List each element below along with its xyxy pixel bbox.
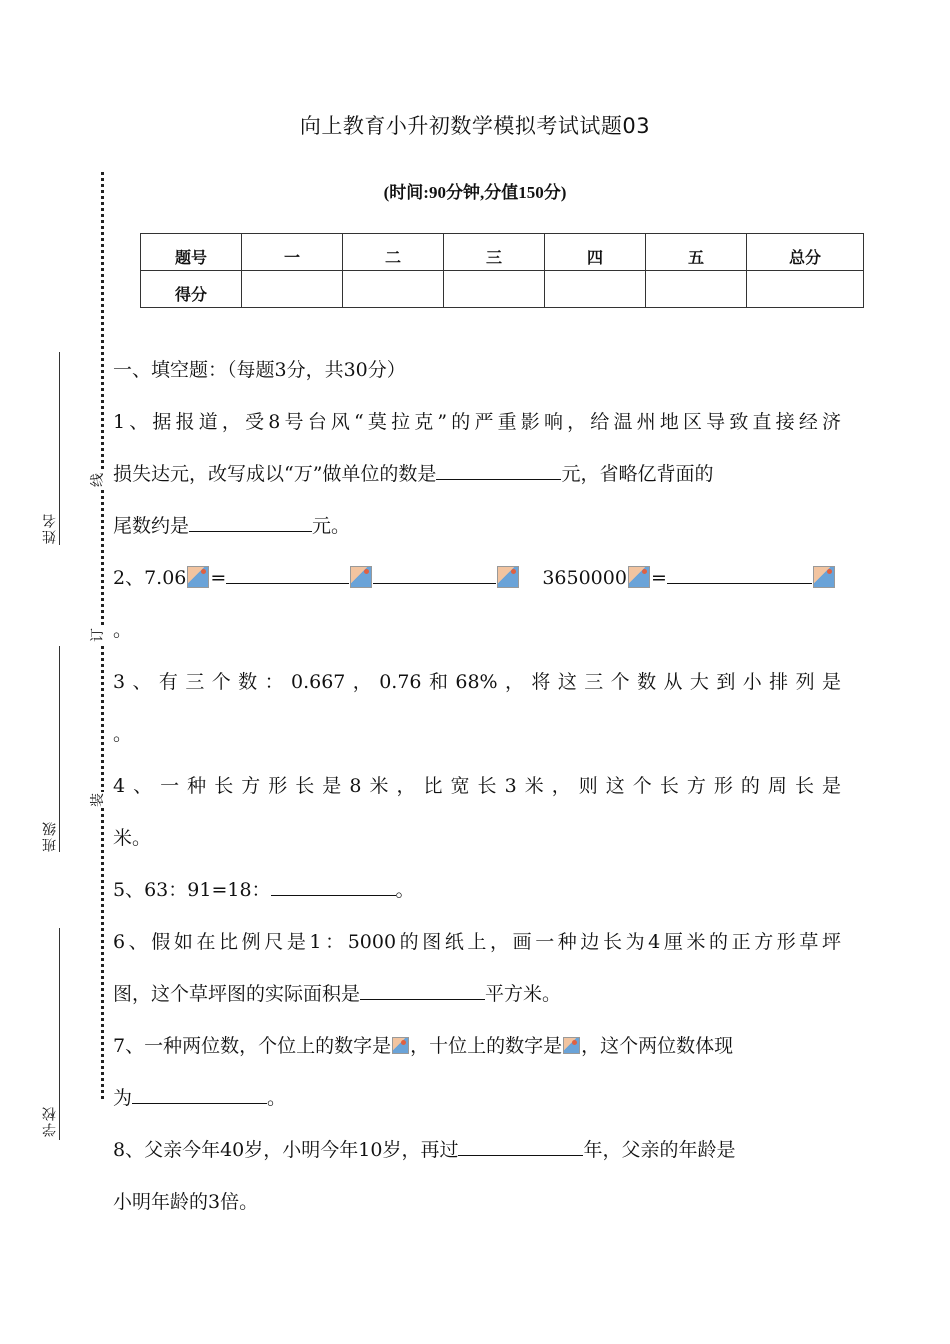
text: ，十位上的数字是 bbox=[410, 1035, 563, 1057]
question-8-line2: 小明年龄的3倍。 bbox=[113, 1191, 259, 1213]
text: 平方米。 bbox=[485, 983, 562, 1005]
section-fill-in bbox=[113, 344, 841, 1228]
score-input-cell[interactable] bbox=[444, 271, 545, 308]
image-placeholder-icon bbox=[187, 566, 209, 588]
score-table-score-row bbox=[141, 271, 864, 308]
question-7 bbox=[113, 1020, 841, 1072]
answer-blank[interactable] bbox=[271, 869, 396, 896]
score-table-cell: 二 bbox=[343, 234, 444, 271]
name-label: 姓名 bbox=[42, 512, 58, 544]
score-input-cell[interactable] bbox=[242, 271, 343, 308]
score-table bbox=[140, 233, 864, 308]
text: 元。 bbox=[312, 515, 351, 537]
question-6-line2 bbox=[113, 968, 841, 1020]
score-input-cell[interactable] bbox=[343, 271, 444, 308]
score-input-cell[interactable] bbox=[646, 271, 747, 308]
seal-char-bind: 订 bbox=[90, 628, 106, 642]
score-table-cell: 四 bbox=[545, 234, 646, 271]
question-3: 3、有三个数：0.667，0.76和68%，将这三个数从大到小排列是 bbox=[113, 671, 841, 693]
answer-blank[interactable] bbox=[360, 973, 485, 1000]
school-label: 学校 bbox=[42, 1105, 58, 1137]
score-table-header-row bbox=[141, 234, 864, 271]
image-placeholder-icon bbox=[497, 566, 519, 588]
question-1-line3 bbox=[113, 500, 841, 552]
text: = bbox=[650, 567, 667, 589]
answer-blank[interactable] bbox=[436, 453, 561, 480]
seal-char-line: 线 bbox=[90, 473, 106, 487]
text: 尾数约是 bbox=[113, 515, 190, 537]
score-input-cell[interactable] bbox=[747, 271, 864, 308]
score-table-cell: 题号 bbox=[141, 234, 242, 271]
answer-blank[interactable] bbox=[226, 557, 349, 584]
question-7-line2 bbox=[113, 1072, 841, 1124]
image-placeholder-icon bbox=[392, 1037, 409, 1054]
text: 。 bbox=[395, 879, 415, 901]
score-input-cell[interactable] bbox=[545, 271, 646, 308]
question-3-end: 。 bbox=[113, 723, 133, 745]
text: 。 bbox=[267, 1087, 287, 1109]
question-4-end: 米。 bbox=[113, 827, 152, 849]
question-1: 1、据报道，受8号台风“莫拉克”的严重影响，给温州地区导致直接经济 bbox=[113, 411, 841, 433]
answer-blank[interactable] bbox=[132, 1077, 267, 1104]
question-1-line2 bbox=[113, 448, 841, 500]
question-8 bbox=[113, 1124, 841, 1176]
answer-blank[interactable] bbox=[667, 557, 812, 584]
question-2-end: 。 bbox=[113, 619, 133, 641]
score-table-cell: 得分 bbox=[141, 271, 242, 308]
section-heading: 一、填空题：（每题3分，共30分） bbox=[113, 359, 406, 381]
image-placeholder-icon bbox=[813, 566, 835, 588]
image-placeholder-icon bbox=[350, 566, 372, 588]
text: 2、7.06 bbox=[113, 567, 187, 589]
answer-blank[interactable] bbox=[189, 505, 312, 532]
answer-blank[interactable] bbox=[458, 1129, 583, 1156]
text: = bbox=[210, 567, 227, 589]
text: 图，这个草坪图的实际面积是 bbox=[113, 983, 361, 1005]
text: 3650000 bbox=[542, 567, 627, 589]
seal-char-pack: 装 bbox=[90, 793, 106, 807]
question-5 bbox=[113, 864, 841, 916]
text: 8、父亲今年40岁，小明今年10岁，再过 bbox=[113, 1139, 459, 1161]
image-placeholder-icon bbox=[628, 566, 650, 588]
text: 年，父亲的年龄是 bbox=[583, 1139, 736, 1161]
text: 损失达元，改写成以“万”做单位的数是 bbox=[113, 463, 437, 485]
score-table-cell: 总分 bbox=[747, 234, 864, 271]
exam-subtitle: (时间:90分钟,分值150分) bbox=[383, 183, 567, 202]
score-table-cell: 五 bbox=[646, 234, 747, 271]
question-6: 6、假如在比例尺是1：5000的图纸上，画一种边长为4厘米的正方形草坪 bbox=[113, 931, 841, 953]
text: 元，省略亿背面的 bbox=[561, 463, 714, 485]
question-2 bbox=[113, 552, 841, 604]
score-table-cell: 一 bbox=[242, 234, 343, 271]
class-label: 班级 bbox=[42, 820, 58, 852]
answer-blank[interactable] bbox=[373, 557, 496, 584]
image-placeholder-icon bbox=[563, 1037, 580, 1054]
score-table-cell: 三 bbox=[444, 234, 545, 271]
text: 7、一种两位数，个位上的数字是 bbox=[113, 1035, 392, 1057]
page-title: 向上教育小升初数学模拟考试试题03 bbox=[299, 114, 651, 138]
text: 5、63：91=18： bbox=[113, 879, 271, 901]
text: 为 bbox=[113, 1087, 133, 1109]
question-4: 4、一种长方形长是8米，比宽长3米，则这个长方形的周长是 bbox=[113, 775, 841, 797]
text: ，这个两位数体现 bbox=[581, 1035, 734, 1057]
